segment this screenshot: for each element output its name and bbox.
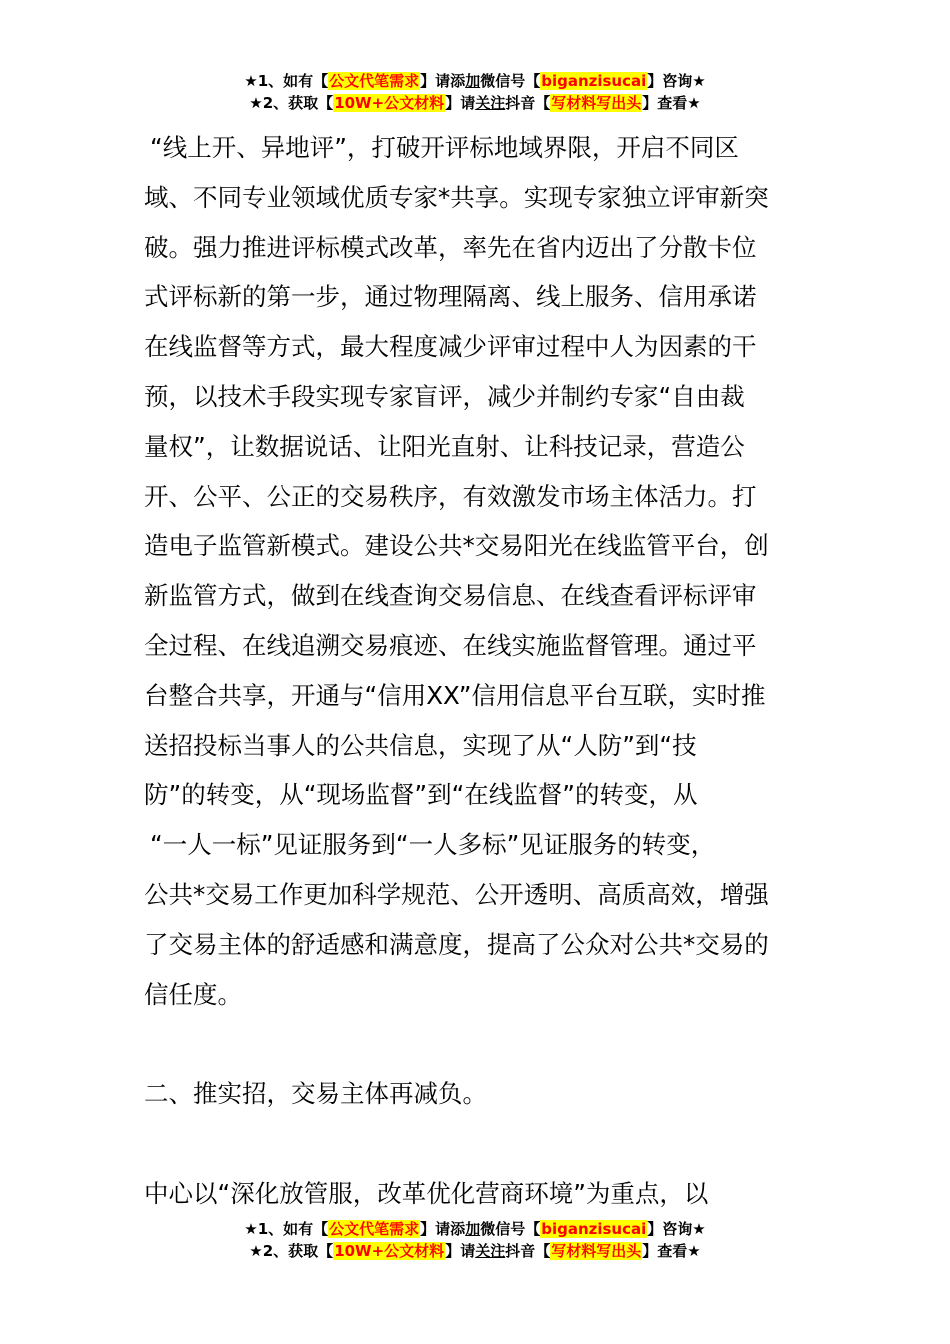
banner-text: ★1、如有【 xyxy=(244,72,329,90)
paragraph-line: 在线监督等方式，最大程度减少评审过程中人为因素的干 xyxy=(144,332,757,362)
paragraph-line: 式评标新的第一步，通过物理隔离、线上服务、信用承诺 xyxy=(144,282,757,312)
paragraph-line: 域、不同专业领域优质专家*共享。实现专家独立评审新突 xyxy=(144,182,769,212)
banner-text: 】请 xyxy=(445,94,476,112)
paragraph-line: 新监管方式，做到在线查询交易信息、在线查看评标评审 xyxy=(144,581,757,611)
footer-banner xyxy=(0,1218,950,1262)
paragraph-spacer xyxy=(144,1119,814,1169)
highlight-materials: 10W+公文材料 xyxy=(334,94,445,112)
banner-text: 】查看★ xyxy=(642,94,701,112)
section-heading: 二、推实招，交易主体再减负。 xyxy=(144,1079,487,1109)
paragraph-line: 了交易主体的舒适感和满意度，提高了公众对公共*交易的 xyxy=(144,929,769,959)
banner-line-2 xyxy=(0,1240,950,1262)
banner-text: ★1、如有【 xyxy=(244,1220,329,1238)
banner-text: ★2、获取【 xyxy=(249,1242,334,1260)
paragraph-line: “线上开、异地评”，打破开评标地域界限，开启不同区 xyxy=(150,133,739,162)
paragraph-line: “一人一标”见证服务到“一人多标”见证服务的转变， xyxy=(150,830,716,860)
paragraph-line: 造电子监管新模式。建设公共*交易阳光在线监管平台，创 xyxy=(144,531,769,561)
banner-text: 】请 xyxy=(445,1242,476,1260)
banner-line-1 xyxy=(0,70,950,92)
highlight-materials: 10W+公文材料 xyxy=(334,1242,445,1260)
paragraph-line: 防”的转变，从“现场监督”到“在线监督”的转变，从 xyxy=(144,780,698,810)
paragraph-line: 量权”，让数据说话、让阳光直射、让科技记录，营造公 xyxy=(144,431,745,461)
banner-underlined-text: 关注 xyxy=(475,94,506,112)
banner-text: 】请添 xyxy=(420,1220,466,1238)
banner-text: 】咨询★ xyxy=(647,72,706,90)
banner-text: ★2、获取【 xyxy=(249,94,334,112)
document-body xyxy=(144,123,814,1219)
highlight-douyin-account: 写材料写出头 xyxy=(551,1242,642,1260)
paragraph-line: 台整合共享，开通与“信用XX”信用信息平台互联，实时推 xyxy=(144,680,766,710)
banner-line-1 xyxy=(0,1218,950,1240)
paragraph-line: 公共*交易工作更加科学规范、公开透明、高质高效，增强 xyxy=(144,879,769,909)
banner-underlined-text: 加 xyxy=(465,1220,481,1238)
header-banner xyxy=(0,70,950,114)
banner-text: 微信号【 xyxy=(480,1220,541,1238)
highlight-service: 公文代笔需求 xyxy=(329,72,420,90)
banner-text: 】咨询★ xyxy=(647,1220,706,1238)
paragraph-line: 破。强力推进评标模式改革，率先在省内迈出了分散卡位 xyxy=(144,232,757,262)
paragraph-line: 开、公平、公正的交易秩序，有效激发市场主体活力。打 xyxy=(144,481,757,511)
banner-text: 抖音【 xyxy=(505,94,551,112)
highlight-wechat-id: biganzisucai xyxy=(541,72,647,90)
banner-underlined-text: 关注 xyxy=(475,1242,506,1260)
banner-line-2 xyxy=(0,92,950,114)
highlight-service: 公文代笔需求 xyxy=(329,1220,420,1238)
paragraph-line: 预，以技术手段实现专家盲评，减少并制约专家“自由裁 xyxy=(144,381,745,411)
banner-text: 】请添 xyxy=(420,72,466,90)
paragraph-line: 全过程、在线追溯交易痕迹、在线实施监督管理。通过平 xyxy=(144,630,757,660)
paragraph-line: 信任度。 xyxy=(144,979,242,1009)
paragraph-spacer xyxy=(144,1019,814,1069)
banner-text: 抖音【 xyxy=(505,1242,551,1260)
banner-text: 微信号【 xyxy=(480,72,541,90)
paragraph-line: 送招投标当事人的公共信息，实现了从“人防”到“技 xyxy=(144,730,697,760)
highlight-wechat-id: biganzisucai xyxy=(541,1220,647,1238)
paragraph-line: 中心以“深化放管服，改革优化营商环境”为重点，以 xyxy=(144,1178,709,1208)
banner-underlined-text: 加 xyxy=(465,72,481,90)
banner-text: 】查看★ xyxy=(642,1242,701,1260)
highlight-douyin-account: 写材料写出头 xyxy=(551,94,642,112)
